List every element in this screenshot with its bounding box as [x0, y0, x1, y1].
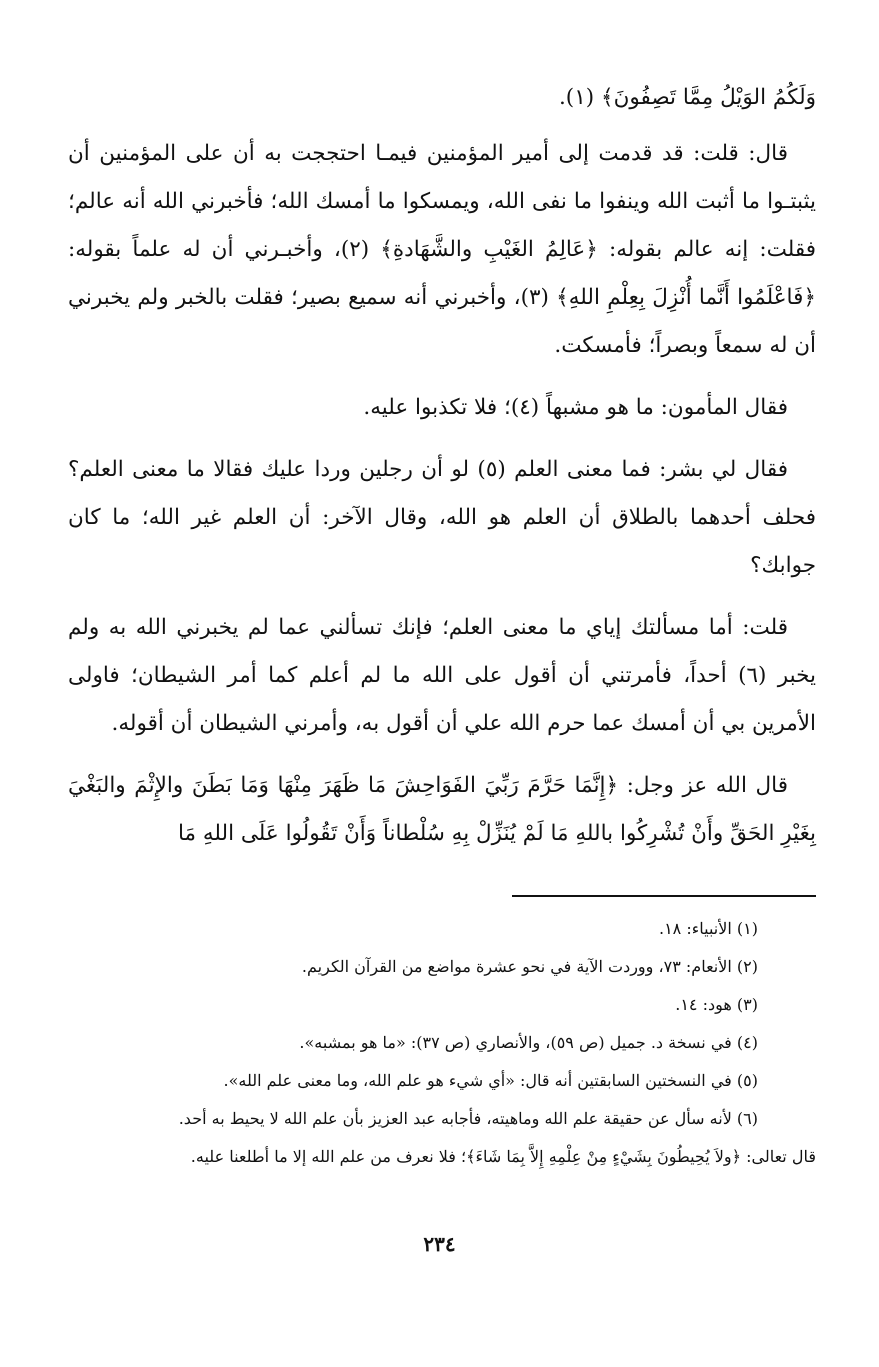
- footnote-5: (٥) في النسختين السابقتين أنه قال: «أي شيء هو علم الله، وما معنى علم الله».: [223, 1071, 758, 1090]
- paragraph-bishr-question: فقال لي بشر: فما معنى العلم (٥) لو أن رجلين وردا عليك فقالا ما معنى العلم؟ فحلف أحدهما بالطلاق أن العلم هو الله، وقال الآخر: أن العلم غير الله؛ ما كان جوابك؟: [68, 457, 816, 578]
- footnote-6-continuation: قال تعالى: ﴿ولاَ يُحِيطُونَ بِشَيْءٍ مِنْ عِلْمِهِ إِلاَّ بِمَا شَاءَ﴾؛ فلا نعرف من علم الله إلا ما أطلعنا عليه.: [190, 1147, 816, 1166]
- paragraph-answer: قلت: أما مسألتك إياي ما معنى العلم؛ فإنك تسألني عما لم يخبرني الله به ولم يخبر (٦) أحداً، فأمرتني أن أقول على الله ما لم أعلم كما أمر الشيطان؛ فاولى الأمرين بي أن أمسك عما حرم الله علي أن أقول به، وأمرني الشيطان أن أقوله.: [68, 615, 817, 736]
- paragraph-qala-qultu: قال: قلت: قد قدمت إلى أمير المؤمنين فيمـا احتججت به أن على المؤمنين أن يثبتـوا ما أثبت الله وينفوا ما نفى الله، ويمسكوا ما أمسك الله؛ فأخبرني الله أنه عالم؛ فقلت: إنه عالم بقوله: ﴿عَالِمُ الغَيْبِ والشَّهَادةِ﴾ (٢)، وأخبـرني أن له علماً بقوله: ﴿فَاعْلَمُوا أَنَّما أُنْزِلَ بِعِلْمِ اللهِ﴾ (٣)، وأخبرني أنه سميع بصير؛ فقلت بالخبر ولم يخبرني أن له سمعاً وبصراً؛ فأمسكت.: [68, 141, 816, 358]
- footnote-6: (٦) لأنه سأل عن حقيقة علم الله وماهيته، فأجابه عبد العزيز بأن علم الله لا يحيط به أحد.: [178, 1109, 758, 1128]
- paragraph-quran-quote: قال الله عز وجل: ﴿إِنَّمَا حَرَّمَ رَبِّيَ الفَوَاحِشَ مَا ظَهَرَ مِنْهَا وَمَا بَطَنَ والإِثْمَ والبَغْيَ بِغَيْرِ الحَقِّ وأَنْ تُشْرِكُوا باللهِ مَا لَمْ يُنَزِّلْ بِهِ سُلْطاناً وَأَنْ تَقُولُوا عَلَى اللهِ مَا: [68, 773, 816, 846]
- footnote-2: (٢) الأنعام: ٧٣، ووردت الآية في نحو عشرة مواضع من القرآن الكريم.: [301, 957, 758, 976]
- paragraph-al-mamun: فقال المأمون: ما هو مشبهاً (٤)؛ فلا تكذبوا عليه.: [363, 395, 788, 420]
- footnote-4: (٤) في نسخة د. جميل (ص ٥٩)، والأنصاري (ص ٣٧): «ما هو بمشبه».: [299, 1033, 758, 1052]
- main-text: [68, 74, 816, 858]
- footnote-1: (١) الأنبياء: ١٨.: [658, 919, 758, 938]
- footnote-3: (٣) هود: ١٤.: [675, 995, 758, 1014]
- page-number: ٢٣٤: [423, 1232, 456, 1256]
- footnotes: [40, 910, 816, 1176]
- footnote-divider: [512, 895, 816, 897]
- paragraph-quran-verse-end: وَلَكُمُ الوَيْلُ مِمَّا تَصِفُونَ﴾ (١).: [558, 85, 816, 110]
